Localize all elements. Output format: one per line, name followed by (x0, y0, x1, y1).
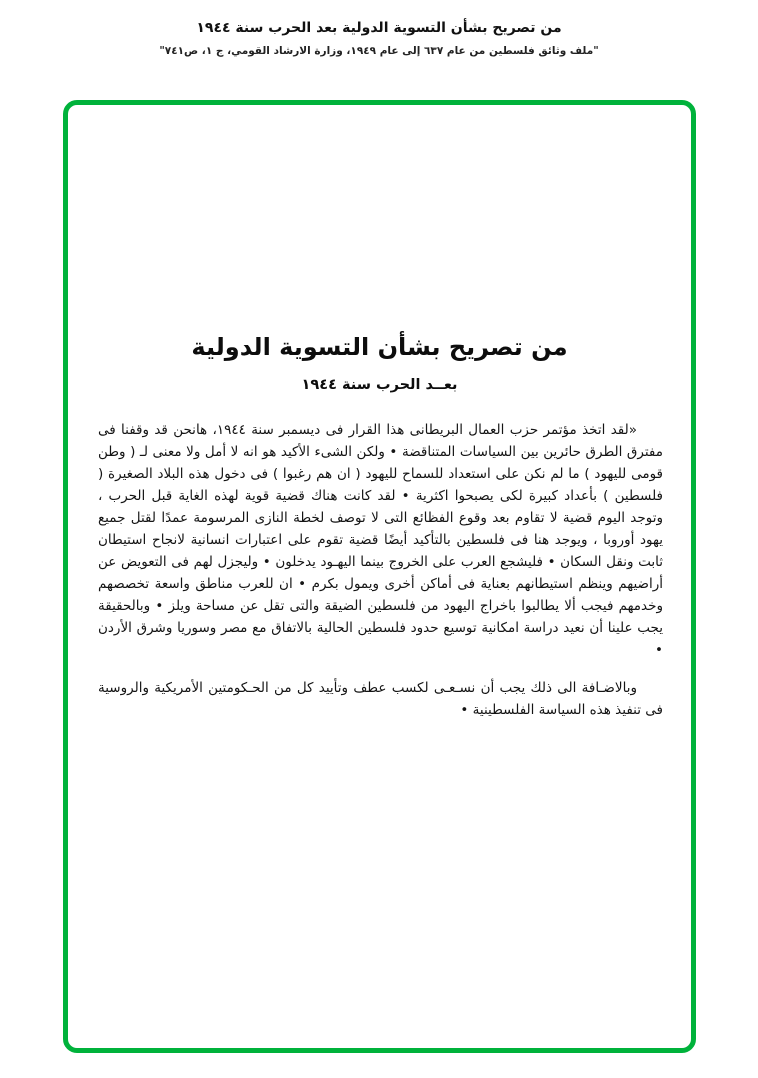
body-paragraph-1: «لقد اتخذ مؤتمر حزب العمال البريطانى هذا القرار فى ديسمبر سنة ١٩٤٤، هانحن قد وقفنا فى مفترق الطرق حائرين بين السياسات المتناقضة • ولكن الشىء الأكيد هو انه لا أمل ولا معنى لـ ( وطن قومى لليهود ) ما لم نكن على استعداد للسماح لليهود ( ان هم رغبوا ) فى دخول هذه البلاد الصغيرة ( فلسطين ) بأعداد كبيرة لكى يصبحوا اكثرية • لقد كانت هناك قضية قوية لهذه الغاية قبل الحرب ، وتوجد اليوم قضية لا تقاوم بعد وقوع الفظائع التى لا توصف لخطة النازى المرسومة عمدًا لقتل جميع يهود أوروبا ، ويوجد هنا فى فلسطين بالتأكيد أيضًا قضية تقوم على اعتبارات انسانية لانجاح استيطان ثابت ونقل السكان • فليشجع العرب على الخروج بينما اليهـود يدخلون • وليجزل لهم فى التعويض عن أراضيهم وينظم استيطانهم بعناية فى أماكن أخرى ويمول بكرم • ان للعرب مناطق واسعة تخصصهم وخدمهم فيجب ألا يطالبوا باخراج اليهود من فلسطين الضيقة والتى تقل عن مساحة ويلز • وبالحقيقة يجب علينا أن نعيد دراسة امكانية توسيع حدود فلسطين الحالية بالاتفاق مع مصر وسوريا وشرق الأردن • (98, 422, 663, 658)
document-source-citation: "ملف وثائق فلسطين من عام ٦٣٧ إلى عام ١٩٤٩، وزارة الارشاد القومي، ج ١، ص٧٤١" (159, 45, 599, 57)
body-paragraph-2: وبالاضـافة الى ذلك يجب أن نسـعـى لكسب عطف وتأييد كل من الحـكومتين الأمريكية والروسية فى تنفيذ هذه السياسة الفلسطينية • (98, 680, 663, 718)
document-title: من تصريح بشأن التسوية الدولية (191, 333, 568, 361)
document-subtitle: بعــد الحرب سنة ١٩٤٤ (301, 377, 458, 393)
document-source-title: من تصريح بشأن التسوية الدولية بعد الحرب سنة ١٩٤٤ (196, 20, 562, 36)
green-border-frame (63, 100, 696, 1053)
page-header (0, 20, 758, 57)
document-body (68, 393, 691, 721)
